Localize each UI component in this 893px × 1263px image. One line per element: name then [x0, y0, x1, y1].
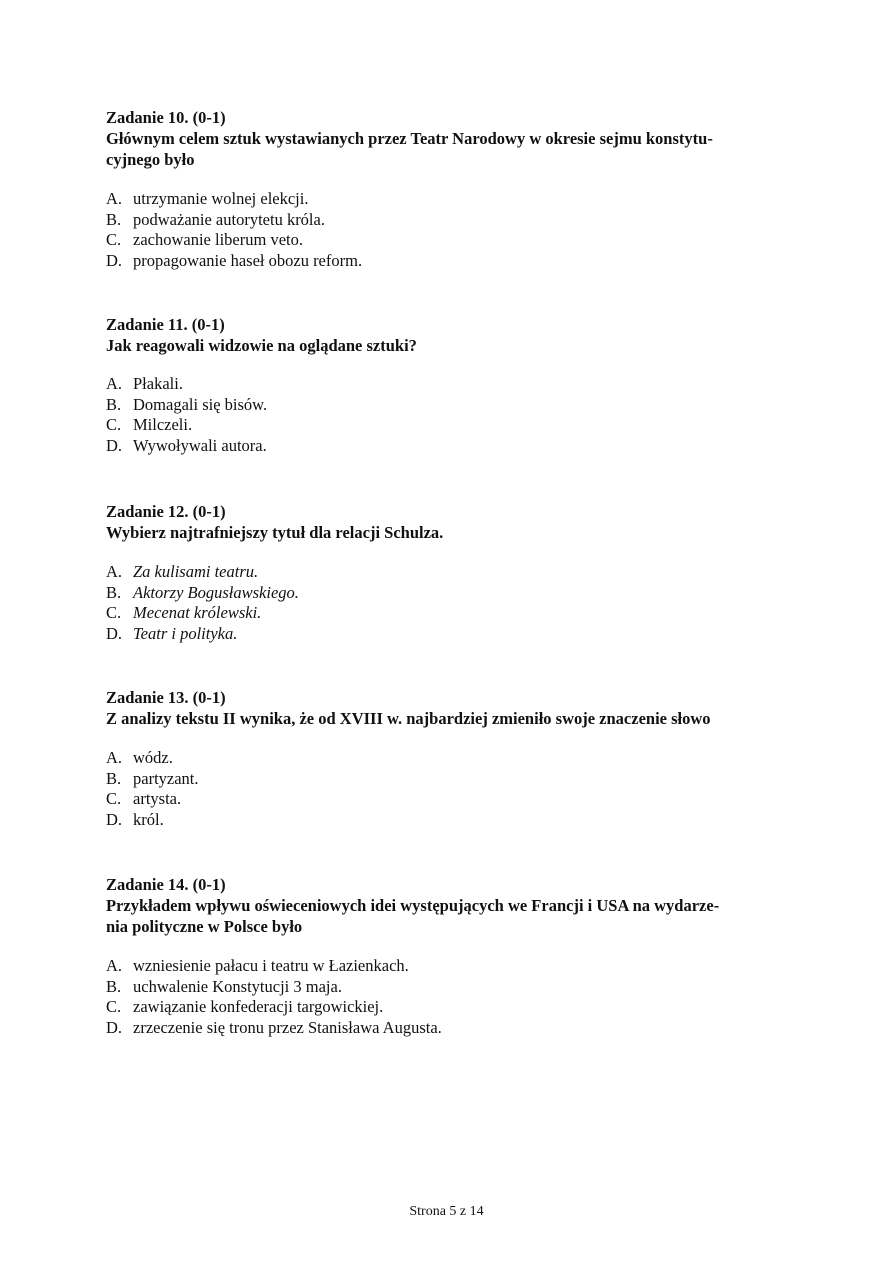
option-text: Teatr i polityka. — [133, 624, 238, 644]
task-title: Zadanie 14. (0-1) — [106, 875, 226, 894]
question-line: cyjnego było — [106, 150, 195, 169]
option-letter: A. — [106, 562, 123, 581]
task-title: Zadanie 12. (0-1) — [106, 502, 226, 521]
answer-option-b[interactable] — [106, 210, 786, 231]
answer-option-c[interactable] — [106, 789, 786, 810]
option-text: propagowanie haseł obozu reform. — [133, 251, 363, 271]
option-text: zawiązanie konfederacji targowickiej. — [133, 997, 384, 1017]
task-question — [106, 895, 786, 937]
answer-option-b[interactable] — [106, 769, 786, 790]
answer-option-b[interactable] — [106, 583, 786, 604]
question-line: Z analizy tekstu II wynika, że od XVIII w. najbardziej zmieniło swoje znaczenie słowo — [106, 709, 711, 728]
option-letter: D. — [106, 436, 123, 456]
option-text: zachowanie liberum veto. — [133, 230, 303, 250]
option-text: Aktorzy Bogusławskiego. — [133, 582, 299, 602]
option-letter: B. — [106, 582, 122, 602]
question-line: Jak reagowali widzowie na oglądane sztuki? — [106, 336, 417, 355]
answer-options — [106, 956, 786, 1039]
answer-option-d[interactable] — [106, 810, 786, 831]
option-text: podważanie autorytetu króla. — [133, 209, 325, 229]
task-question — [106, 708, 786, 729]
option-letter: A. — [106, 374, 123, 393]
option-letter: C. — [106, 603, 122, 623]
option-text: Domagali się bisów. — [133, 394, 268, 414]
task-title: Zadanie 13. (0-1) — [106, 688, 226, 707]
question-line: Przykładem wpływu oświeceniowych idei występujących we Francji i USA na wydarze- — [106, 896, 720, 915]
question-line: Głównym celem sztuk wystawianych przez Teatr Narodowy w okresie sejmu konstytu- — [106, 129, 713, 148]
option-text: uchwalenie Konstytucji 3 maja. — [133, 976, 342, 996]
option-letter: C. — [106, 789, 122, 809]
option-text: Mecenat królewski. — [133, 603, 262, 623]
answer-option-c[interactable] — [106, 997, 786, 1018]
option-text: Za kulisami teatru. — [133, 562, 259, 581]
option-letter: C. — [106, 415, 122, 435]
option-text: Wywoływali autora. — [133, 436, 267, 456]
option-letter: C. — [106, 230, 122, 250]
answer-options — [106, 562, 786, 645]
task-11 — [106, 314, 786, 457]
option-letter: C. — [106, 997, 122, 1017]
answer-options — [106, 374, 786, 457]
task-13 — [106, 687, 786, 831]
option-text: artysta. — [133, 789, 182, 809]
answer-option-c[interactable] — [106, 415, 786, 436]
option-text: utrzymanie wolnej elekcji. — [133, 189, 309, 208]
answer-option-d[interactable] — [106, 624, 786, 645]
option-letter: B. — [106, 394, 122, 414]
option-letter: B. — [106, 209, 122, 229]
task-14 — [106, 874, 786, 1039]
answer-options — [106, 748, 786, 831]
answer-option-d[interactable] — [106, 436, 786, 457]
page-number: Strona 5 z 14 — [409, 1204, 484, 1219]
answer-option-a[interactable] — [106, 562, 786, 583]
option-text: Płakali. — [133, 374, 183, 393]
answer-option-b[interactable] — [106, 395, 786, 416]
option-text: król. — [133, 810, 164, 830]
answer-option-a[interactable] — [106, 748, 786, 769]
task-question — [106, 128, 786, 170]
task-title: Zadanie 10. (0-1) — [106, 108, 226, 127]
option-letter: A. — [106, 748, 123, 767]
option-letter: B. — [106, 976, 122, 996]
answer-option-a[interactable] — [106, 374, 786, 395]
answer-option-c[interactable] — [106, 603, 786, 624]
option-letter: A. — [106, 189, 123, 208]
answer-option-a[interactable] — [106, 189, 786, 210]
answer-options — [106, 189, 786, 272]
task-question — [106, 335, 786, 356]
answer-option-d[interactable] — [106, 1018, 786, 1039]
answer-option-c[interactable] — [106, 230, 786, 251]
option-text: wzniesienie pałacu i teatru w Łazienkach. — [133, 956, 409, 975]
option-letter: D. — [106, 810, 123, 830]
task-question — [106, 522, 786, 543]
option-text: wódz. — [133, 748, 173, 767]
option-letter: B. — [106, 768, 122, 788]
task-10 — [106, 107, 786, 272]
option-text: partyzant. — [133, 768, 199, 788]
answer-option-b[interactable] — [106, 977, 786, 998]
option-text: zrzeczenie się tronu przez Stanisława Augusta. — [133, 1018, 442, 1038]
answer-option-a[interactable] — [106, 956, 786, 977]
option-letter: D. — [106, 251, 123, 271]
option-letter: D. — [106, 624, 123, 644]
answer-option-d[interactable] — [106, 251, 786, 272]
question-line: nia polityczne w Polsce było — [106, 917, 303, 936]
question-line: Wybierz najtrafniejszy tytuł dla relacji Schulza. — [106, 523, 444, 542]
option-text: Milczeli. — [133, 415, 193, 435]
task-12 — [106, 501, 786, 645]
task-title: Zadanie 11. (0-1) — [106, 315, 225, 334]
option-letter: D. — [106, 1018, 123, 1038]
option-letter: A. — [106, 956, 123, 975]
